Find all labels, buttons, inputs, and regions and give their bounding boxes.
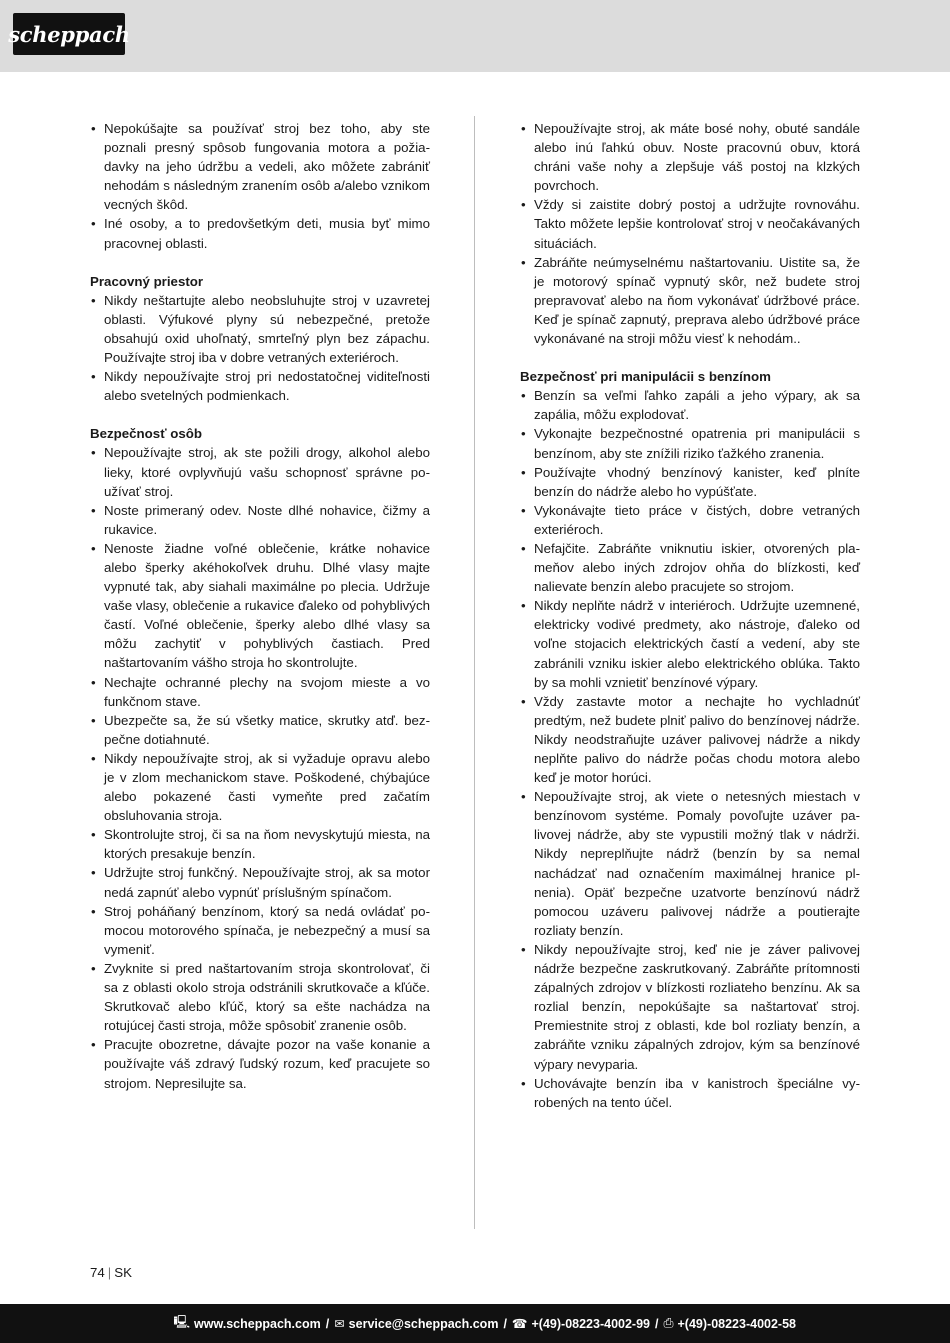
list-item: • Pracujte obozretne, dávajte pozor na vaše konanie a používajte váš zdravý ľudský rozum, keď pracujete so strojom. Nepresilujte sa.	[90, 1035, 430, 1092]
page-number: 74	[90, 1265, 105, 1280]
fuel-safety-list	[520, 386, 860, 1112]
list-item: • Nikdy neštartujte alebo neobsluhujte stroj v uzavretej oblasti. Výfukové plyny sú nebezpečné, pretože obsahujú oxid uhoľnatý, smrteľný plyn bez zápachu. Používajte stroj iba v dobre vetraných exteriéroch.	[90, 291, 430, 367]
list-item: • Používajte vhodný benzínový kanister, keď plníte benzín do nádrže alebo ho vypúšťate.	[520, 463, 860, 501]
list-item: • Nikdy nepoužívajte stroj, ak si vyžaduje opravu alebo je v zlom mechanickom stave. Poškodené, chýbajúce alebo pokazené časti vymeňte pred začatím obsluhovania stroja.	[90, 749, 430, 825]
workspace-list	[90, 291, 430, 406]
list-item: • Nikdy nepoužívajte stroj pri nedostatočnej viditeľnosti alebo svetelných podmienkach.	[90, 367, 430, 405]
phone-number: +(49)-08223-4002-99	[531, 1316, 650, 1331]
list-item: • Vykonajte bezpečnostné opatrenia pri manipulácii s benzínom, aby ste znížili riziko ťažkého zranenia.	[520, 424, 860, 462]
page-number-block	[90, 1265, 132, 1280]
list-item: • Nenoste žiadne voľné oblečenie, krátke nohavice alebo šperky akéhokoľvek druhu. Dlhé vlasy majte vypnuté tak, aby siahali maximálne po plecia. Udržuje vaše vlasy, oblečenie a rukavice ďaleko od pohyblivých častí. Voľné oblečenie, šperky alebo dlhé vlasy sa môžu zachytiť v pohyblivých častiach. Pred naštartovaním vášho stroja ho skontrolujte.	[90, 539, 430, 673]
list-item: • Nepoužívajte stroj, ak ste požili drogy, alkohol alebo lieky, ktoré ovplyvňujú vašu schopnosť správne používať stroj.	[90, 443, 430, 500]
list-item: • Zabráňte neúmyselnému naštartovaniu. Uistite sa, že je motorový spínač vypnutý skôr, než budete stroj prepravovať alebo na ňom vykonávať údržbové práce. Keď je spínač zapnutý, preprava alebo údržbové práce vykonávané na stroji môžu viesť k nehodám..	[520, 253, 860, 348]
list-item: • Udržujte stroj funkčný. Nepoužívajte stroj, ak sa motor nedá zapnúť alebo vypnúť príslušným spínačom.	[90, 863, 430, 901]
list-item: • Stroj poháňaný benzínom, ktorý sa nedá ovládať pomocou motorového spínača, je nebezpečný a musí sa vymeniť.	[90, 902, 430, 959]
personal-safety-list	[90, 443, 430, 1092]
list-item: • Zvyknite si pred naštartovaním stroja skontrolovať, či sa z oblasti okolo stroja odstránili skrutkovače a kľúče. Skrutkovač alebo kľúč, ktorý sa ešte nachádza na rotujúcej časti stroja, môže spôsobiť zranenie osôb.	[90, 959, 430, 1035]
workspace-heading: Pracovný priestor	[90, 273, 204, 289]
computer-icon: 🖳	[173, 1315, 191, 1329]
list-item: • Nechajte ochranné plechy na svojom mieste a vo funkčnom stave.	[90, 673, 430, 711]
footer-separator: /	[503, 1316, 507, 1331]
list-item: • Benzín sa veľmi ľahko zapáli a jeho výpary, ak sa zapália, môžu explodovať.	[520, 386, 860, 424]
list-item: • Vždy si zaistite dobrý postoj a udržujte rovnováhu. Takto môžete lepšie kontrolovať stroj v neočakávaných situáciách.	[520, 195, 860, 252]
footer-separator: /	[655, 1316, 659, 1331]
left-column	[90, 119, 430, 1093]
list-item: • Nepokúšajte sa používať stroj bez toho, aby ste poznali presný spôsob fungovania motora a požiadavky na jeho údržbu a vedeli, ako môžete zabrániť nehodám s následným zranením osôb a/alebo vznikom vecných škôd.	[90, 119, 430, 214]
list-item: • Iné osoby, a to predovšetkým deti, musia byť mimo pracovnej oblasti.	[90, 214, 430, 252]
phone-icon: ☎	[511, 1317, 528, 1331]
website-link[interactable]: www.scheppach.com	[194, 1316, 321, 1331]
mail-icon: ✉	[334, 1317, 345, 1331]
list-item: • Nefajčite. Zabráňte vniknutiu iskier, otvorených plameňov alebo iných zdrojov ohňa do blízkosti, keď nalievate benzín alebo pracujete so strojom.	[520, 539, 860, 596]
right-column	[520, 119, 860, 1112]
list-item: • Nikdy nepoužívajte stroj, keď nie je záver palivovej nádrže bezpečne zaskrutkovaný. Zabráňte prítomnosti zápalných zdrojov v blízkosti rozliateho benzínu. Ak sa rozlial benzín, nepokúšajte sa naštartovať stroj. Premiestnite stroj z oblasti, kde bol rozliaty benzín, a zabráňte vzniku zápalných zdrojov, kým sa benzínové výpary nevyparia.	[520, 940, 860, 1074]
footer-separator: /	[325, 1316, 330, 1331]
scheppach-logo: scheppach	[13, 13, 125, 55]
list-item: • Vždy zastavte motor a nechajte ho vychladnúť predtým, než budete plniť palivo do benzínovej nádrže. Nikdy neodstraňujte uzáver palivovej nádrže a nikdy neplňte palivo do nádrže počas chodu motora alebo keď je motor horúci.	[520, 692, 860, 787]
header-band	[0, 0, 950, 72]
list-item: • Nepoužívajte stroj, ak viete o netesných miestach v benzínovom systéme. Pomaly povoľujte uzáver palivovej nádrže, aby ste vypustili možný tlak v nádrži. Nikdy nepreplňujte nádrž (benzín by sa nemal nachádzať nad označením maximálnej hranice plnenia). Opäť bezpečne uzatvorte benzínovú nádrž pomocou uzáveru palivovej nádrže a poutierajte rozliaty benzín.	[520, 787, 860, 940]
list-item: • Vykonávajte tieto práce v čistých, dobre vetraných exteriéroch.	[520, 501, 860, 539]
fax-icon: ⎙	[663, 1316, 674, 1330]
list-item: • Nikdy neplňte nádrž v interiéroch. Udržujte uzemnené, elektricky vodivé predmety, ako nástroje, ďaleko od voľne stojacich elektrických častí a vedení, aby ste zabránili vzniku iskier alebo elektrického oblúka. Takto by sa mohli vznietiť benzínové výpary.	[520, 596, 860, 691]
email-link[interactable]: service@scheppach.com	[348, 1316, 499, 1331]
list-item: • Skontrolujte stroj, či sa na ňom nevyskytujú miesta, na ktorých presakuje benzín.	[90, 825, 430, 863]
personal-safety-heading: Bezpečnosť osôb	[90, 426, 203, 442]
list-item: • Uchovávajte benzín iba v kanistroch špeciálne vyrobených na tento účel.	[520, 1074, 860, 1112]
page-number-divider: |	[107, 1265, 112, 1280]
list-item: • Ubezpečte sa, že sú všetky matice, skrutky atď. bezpečne dotiahnuté.	[90, 711, 430, 749]
fuel-safety-heading: Bezpečnosť pri manipulácii s benzínom	[520, 369, 771, 385]
intro-list-left	[90, 119, 430, 253]
footer-band	[0, 1304, 950, 1343]
fax-number: +(49)-08223-4002-58	[677, 1316, 796, 1331]
language-code: SK	[114, 1265, 133, 1280]
list-item: • Noste primeraný odev. Noste dlhé nohavice, čižmy a rukavice.	[90, 501, 430, 539]
intro-list-right	[520, 119, 860, 348]
column-divider	[474, 116, 475, 1229]
list-item: • Nepoužívajte stroj, ak máte bosé nohy, obuté sandále alebo inú ľahkú obuv. Noste pracovnú obuv, ktorá chráni vaše nohy a zlepšuje váš postoj na klzkých povrchoch.	[520, 119, 860, 195]
